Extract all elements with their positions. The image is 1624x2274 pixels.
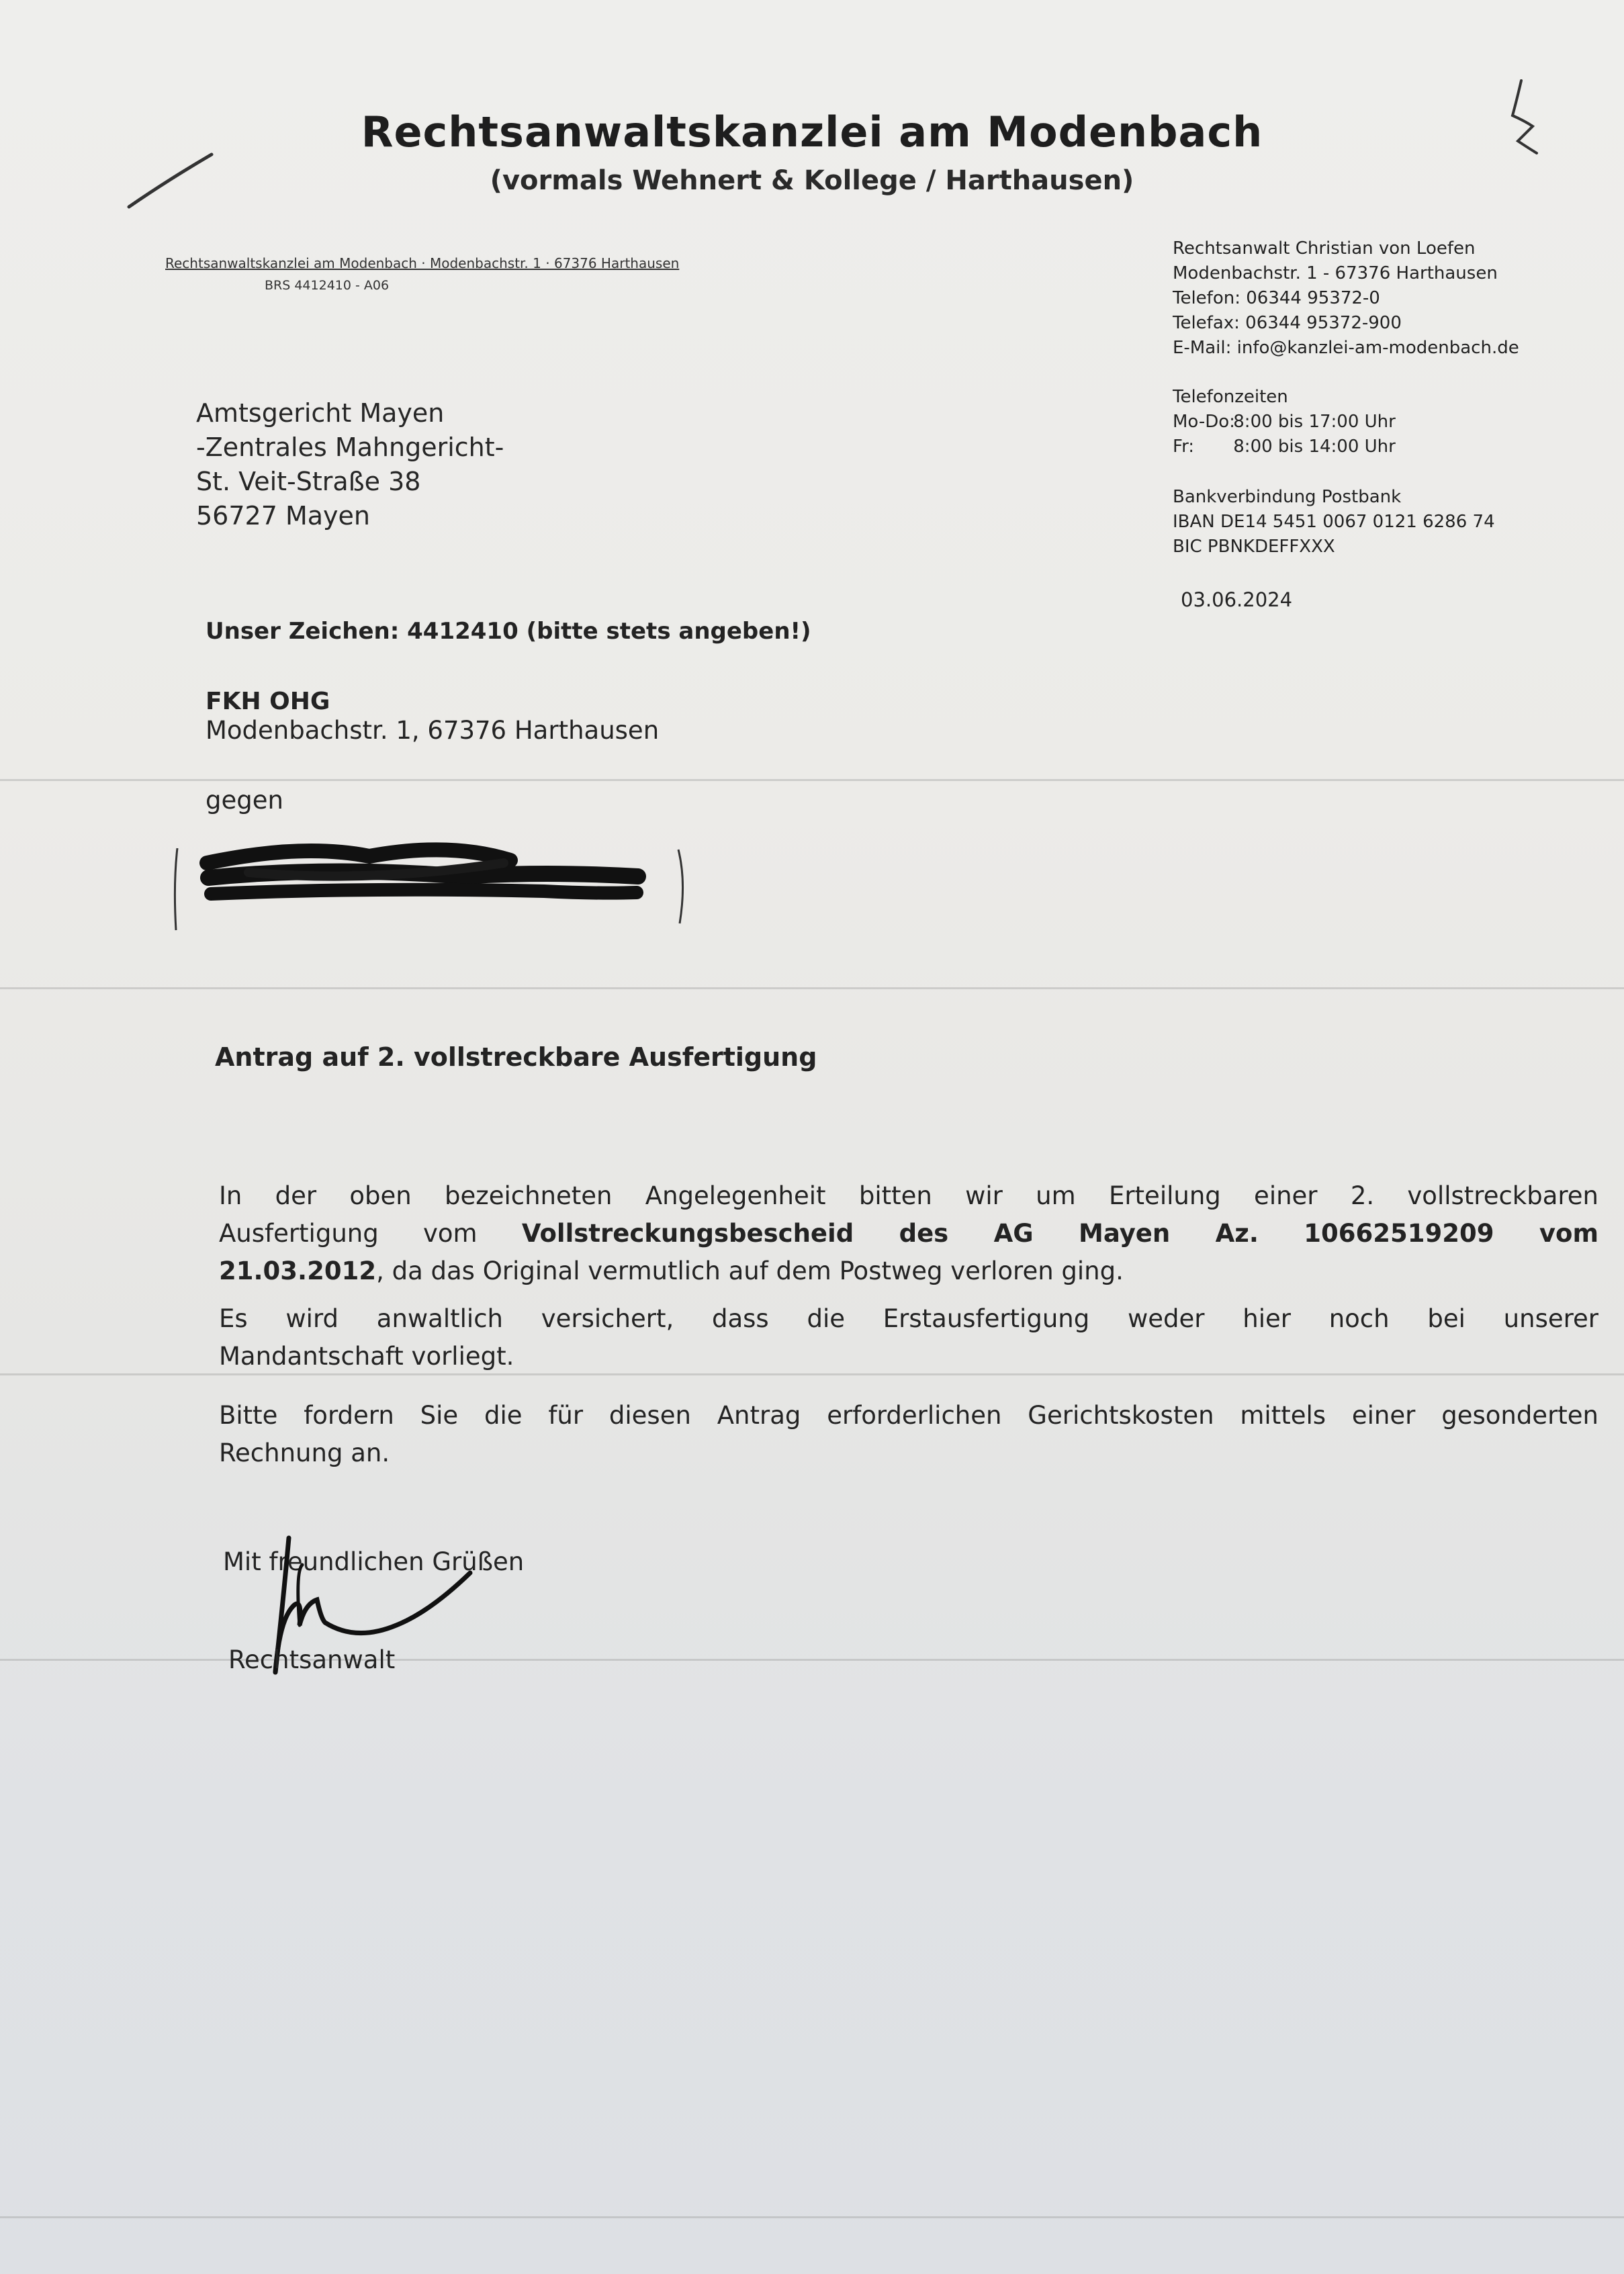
sidebar-bank-line: BIC PBNKDEFFXXX (1173, 537, 1335, 557)
redacted-debtor-name (168, 836, 705, 937)
sidebar-bank-line: IBAN DE14 5451 0067 0121 6286 74 (1173, 512, 1495, 532)
letter-subject: Antrag auf 2. vollstreckbare Ausfertigung (215, 1042, 817, 1072)
body-text: Ausfertigung vom (219, 1219, 478, 1248)
sidebar-hours-heading: Telefonzeiten (1173, 387, 1288, 407)
body-line: Rechnung an. (219, 1439, 390, 1467)
versus-label: gegen (206, 786, 283, 815)
body-line: Es wird anwaltlich versichert, dass die Erstausfertigung weder hier noch bei unserer (219, 1304, 1598, 1333)
sidebar-hours-days: Mo-Do: (1173, 412, 1235, 432)
firm-name: Rechtsanwaltskanzlei am Modenbach (361, 107, 1263, 156)
recipient-line: 56727 Mayen (196, 501, 370, 531)
firm-former-name: (vormals Wehnert & Kollege / Harthausen) (490, 165, 1134, 196)
recipient-line: Amtsgericht Mayen (196, 398, 445, 428)
body-text: , da das Original vermutlich auf dem Postweg verloren ging. (376, 1257, 1124, 1285)
body-paragraph-assurance (219, 1300, 1598, 1375)
creditor-name: FKH OHG (206, 688, 330, 715)
body-bold-text: Vollstreckungsbescheid des AG Mayen Az. 10662519209 vom (521, 1219, 1598, 1248)
body-line: Mandantschaft vorliegt. (219, 1342, 514, 1371)
sidebar-hours-time: 8:00 bis 17:00 Uhr (1233, 412, 1396, 432)
body-line: Bitte fordern Sie die für diesen Antrag erforderlichen Gerichtskosten mittels einer gesonderten (219, 1401, 1598, 1430)
body-line (219, 1253, 1598, 1290)
closing-salutation: Mit freundlichen Grüßen (223, 1547, 525, 1576)
sidebar-hours-time: 8:00 bis 14:00 Uhr (1233, 437, 1396, 457)
sidebar-hours-days: Fr: (1173, 437, 1195, 457)
body-line (219, 1215, 1598, 1253)
fold-crease (0, 779, 1624, 781)
creditor-address: Modenbachstr. 1, 67376 Harthausen (206, 716, 660, 745)
sidebar-contact-line: E-Mail: info@kanzlei-am-modenbach.de (1173, 338, 1519, 358)
sidebar-contact (1173, 236, 1519, 361)
fold-crease (0, 2216, 1624, 2218)
body-paragraph-request (219, 1177, 1598, 1290)
sidebar-bank (1173, 485, 1495, 559)
sidebar-bank-line: Bankverbindung Postbank (1173, 487, 1402, 507)
sidebar-contact-line: Modenbachstr. 1 - 67376 Harthausen (1173, 263, 1498, 283)
sidebar-hours-row (1173, 435, 1396, 459)
recipient-line: -Zentrales Mahngericht- (196, 433, 504, 462)
body-bold-date: 21.03.2012 (219, 1257, 377, 1285)
sidebar-contact-line: Telefax: 06344 95372-900 (1173, 313, 1402, 333)
fold-crease (0, 987, 1624, 989)
recipient-line: St. Veit-Straße 38 (196, 467, 421, 496)
body-paragraph-costs (219, 1397, 1598, 1472)
sidebar-hours-row (1173, 410, 1396, 435)
return-address-reference: BRS 4412410 - A06 (265, 278, 390, 293)
sidebar-contact-line: Rechtsanwalt Christian von Loefen (1173, 238, 1476, 259)
body-line: In der oben bezeichneten Angelegenheit bitten wir um Erteilung einer 2. vollstreckbaren (219, 1181, 1598, 1210)
reference-number: Unser Zeichen: 4412410 (bitte stets angeben!) (206, 618, 811, 645)
letter-date: 03.06.2024 (1181, 588, 1293, 611)
sidebar-hours (1173, 385, 1396, 459)
sidebar-contact-line: Telefon: 06344 95372-0 (1173, 288, 1380, 308)
return-address-line: Rechtsanwaltskanzlei am Modenbach · Modenbachstr. 1 · 67376 Harthausen (165, 255, 680, 271)
signatory-role: Rechtsanwalt (228, 1645, 396, 1674)
recipient-address (196, 396, 504, 533)
